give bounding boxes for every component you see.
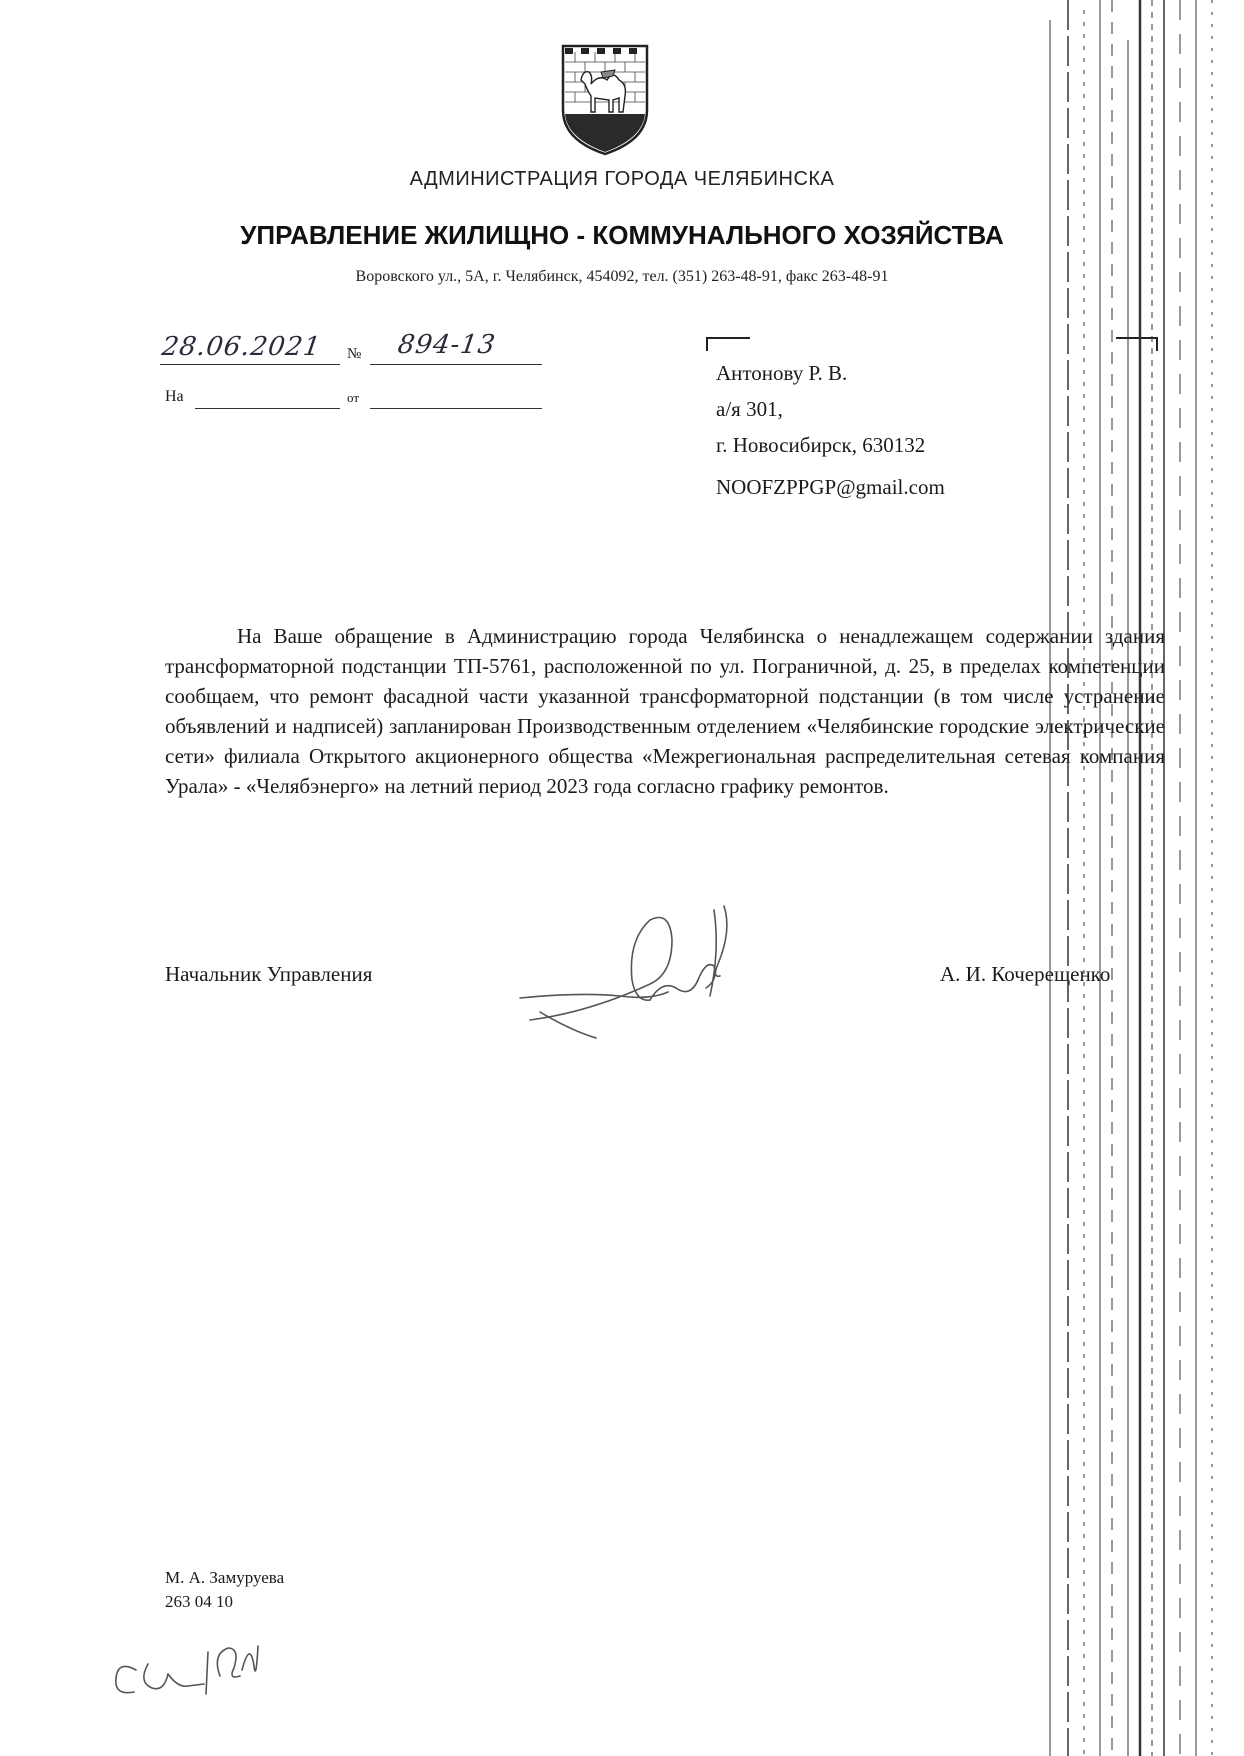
handwritten-initials [108,1630,278,1710]
administration-title: АДМИНИСТРАЦИЯ ГОРОДА ЧЕЛЯБИНСКА [409,168,835,190]
number-sign: № [347,346,362,362]
addressee-email: NOOFZPPGP@gmail.com [716,475,945,499]
number-underline [370,364,542,365]
executor-phone: 263 04 10 [165,1592,233,1611]
addressee-block [716,355,925,463]
outgoing-number: 894-13 [395,330,498,360]
scanner-streaks [1040,0,1244,1756]
executor-name: М. А. Замуруева [165,1568,285,1587]
addressee-corner-left [706,337,750,351]
executor-block [165,1566,284,1614]
letter-body: На Ваше обращение в Администрацию города Челябинска о ненадлежащем содержании здания трансформаторной подстанции ТП-5761, расположенной по ул. Пограничной, д. 25, в пределах компетенции сообщаем, что ремонт фасадной части указанной трансформаторной подстанции (в том числе устранение объявлений и надписей) запланирован Производственным отделением «Челябинские городские электрические сети» филиала Открытого акционерного общества «Межрегиональная распределительная сетевая компания Урала» - «Челябэнерго» на летний период 2023 года согласно графику ремонтов. [165,624,1165,798]
date-underline [160,364,340,365]
incoming-date-label: от [347,390,360,405]
addressee-po-box: а/я 301, [716,397,783,421]
department-address: Воровского ул., 5А, г. Челябинск, 454092, тел. (351) 263-48-91, факс 263-48-91 [355,268,889,285]
chelyabinsk-coat-of-arms [555,40,655,158]
department-title: УПРАВЛЕНИЕ ЖИЛИЩНО - КОММУНАЛЬНОГО ХОЗЯЙСТВА [240,220,1004,250]
signer-position: Начальник Управления [165,962,373,986]
incoming-ref-underline [195,408,340,409]
incoming-ref-label: На [165,388,184,405]
signer-name: А. И. Кочерещенко [940,962,1111,986]
handwritten-signature [500,880,780,1060]
incoming-date-underline [370,408,542,409]
outgoing-date: 28.06.2021 [159,332,323,362]
addressee-name: Антонову Р. В. [716,361,848,385]
addressee-city: г. Новосибирск, 630132 [716,433,926,457]
